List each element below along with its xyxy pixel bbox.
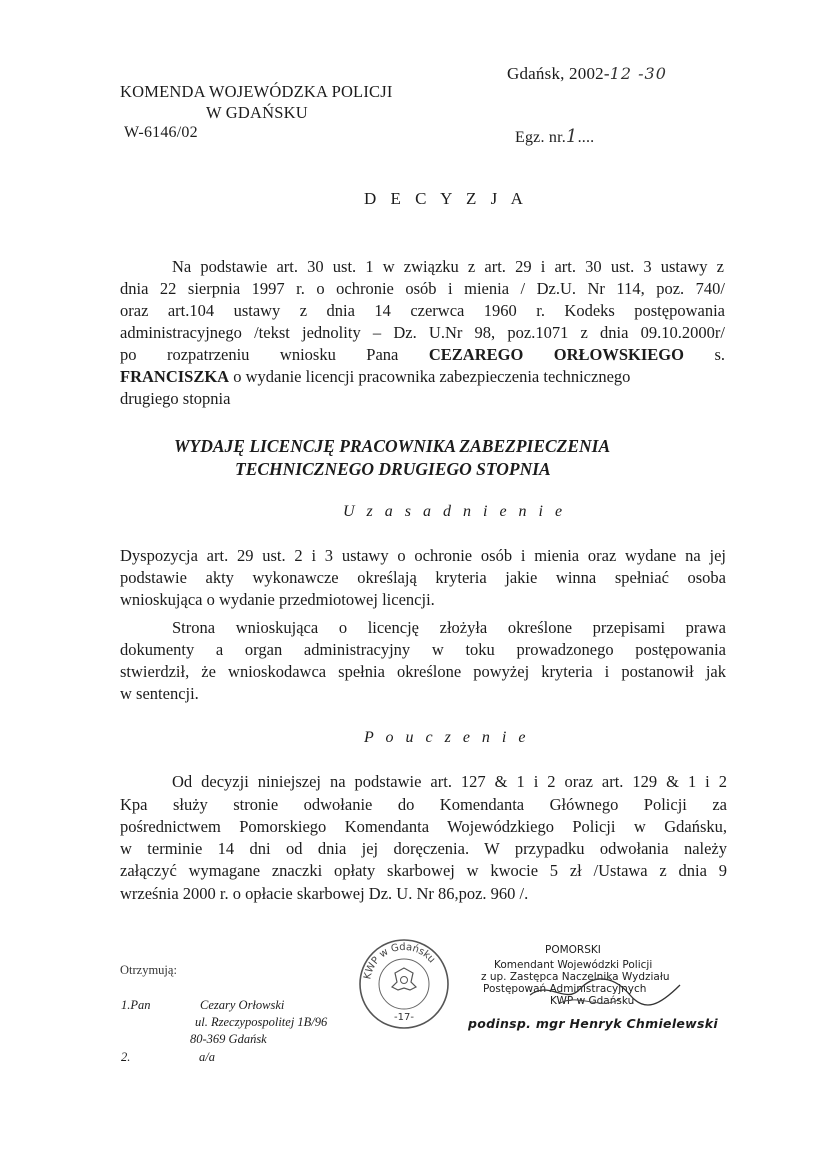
justification-p1-line-3: wnioskująca o wydanie przedmiotowej licencji.	[120, 590, 435, 609]
signature-stamp-line-5: KWP w Gdańsku	[550, 995, 635, 1007]
stamp-ring-text: KWP w Gdańsku	[362, 941, 438, 981]
basis-line-1: Na podstawie art. 30 ust. 1 w związku z art. 29 i art. 30 ust. 3 ustawy z	[172, 257, 724, 276]
basis-line-5	[120, 344, 725, 367]
basis-line-7: drugiego stopnia	[120, 389, 231, 408]
instruction-line-3: pośrednictwem Pomorskiego Komendanta Wojewódzkiego Policji w Gdańsku,	[120, 817, 727, 836]
authority-line1: KOMENDA WOJEWÓDZKA POLICJI	[120, 82, 393, 101]
basis-line-6-rest: o wydanie licencji pracownika zabezpieczenia technicznego	[229, 367, 631, 386]
decision-line-2: TECHNICZNEGO DRUGIEGO STOPNIA	[235, 459, 551, 479]
document-title: D E C Y Z J A	[364, 189, 528, 208]
basis-line-5-end: s.	[714, 345, 726, 364]
signature-name-line: podinsp. mgr Henryk Chmielewski	[468, 1016, 718, 1031]
recipient-1-street: ul. Rzeczypospolitej 1B/96	[195, 1015, 328, 1029]
recipient-1-name: Cezary Orłowski	[200, 998, 285, 1012]
authority-line2: W GDAŃSKU	[206, 103, 308, 122]
signature-stamp-line-4: Postępowań Administracyjnych	[483, 983, 647, 995]
basis-line-5-start: po rozpatrzeniu wniosku Pana	[120, 345, 399, 364]
justification-p1-line-1: Dyspozycja art. 29 ust. 2 i 3 ustawy o ochronie osób i mienia oraz wydane na jej	[120, 546, 726, 565]
justification-p2-line-2: dokumenty a organ administracyjny w toku prowadzonego postępowania	[120, 640, 726, 659]
decision-line-1: WYDAJĘ LICENCJĘ PRACOWNIKA ZABEZPIECZENIA	[174, 436, 611, 456]
handwritten-date: 12 -30	[609, 64, 667, 83]
signature-stamp-line-1: POMORSKI	[545, 944, 601, 956]
justification-p2-line-4: w sentencji.	[120, 684, 199, 703]
instruction-line-1: Od decyzji niniejszej na podstawie art. 127 & 1 i 2 oraz art. 129 & 1 i 2	[172, 772, 727, 791]
copy-number-handwritten: 1	[565, 126, 578, 147]
place-date-printed: Gdańsk, 2002-	[507, 64, 610, 83]
recipient-1-number: 1.Pan	[121, 998, 151, 1012]
applicant-father-name: FRANCISZKA	[120, 367, 230, 386]
recipients-label: Otrzymują:	[120, 963, 177, 977]
instruction-line-2: Kpa służy stronie odwołanie do Komendanta Głównego Policji za	[120, 795, 727, 814]
recipient-1-city: 80-369 Gdańsk	[190, 1032, 267, 1046]
place-date	[507, 64, 667, 84]
basis-line-4: administracyjnego /tekst jednolity – Dz. U.Nr 98, poz.1071 z dnia 09.10.2000r/	[120, 323, 725, 342]
basis-line-6	[120, 366, 630, 389]
signature-stamp-line-2: Komendant Wojewódzki Policji	[494, 959, 653, 971]
recipient-2-value: a/a	[199, 1050, 215, 1064]
copy-label: Egz. nr.	[515, 129, 566, 146]
reference-number: W-6146/02	[124, 124, 198, 141]
applicant-name: CEZAREGO ORŁOWSKIEGO	[428, 345, 684, 364]
copy-dots: ....	[577, 129, 595, 146]
justification-p2-line-3: stwierdził, że wnioskodawca spełnia określone powyżej kryteria i postanowił jak	[120, 662, 726, 681]
basis-line-2: dnia 22 sierpnia 1997 r. o ochronie osób i mienia / Dz.U. Nr 114, poz. 740/	[120, 279, 725, 298]
stamp-number: -17-	[394, 1012, 414, 1023]
instruction-line-5: załączyć wymagane znaczki opłaty skarbowej w kwocie 5 zł /Ustawa z dnia 9	[120, 861, 727, 880]
instruction-line-4: w terminie 14 dni od dnia jej doręczenia. W przypadku odwołania należy	[120, 839, 727, 858]
basis-line-3: oraz art.104 ustawy z dnia 14 czerwca 1960 r. Kodeks postępowania	[120, 301, 725, 320]
justification-heading: U z a s a d n i e n i e	[343, 503, 567, 520]
signature-stamp-line-3: z up. Zastępca Naczelnika Wydziału	[481, 971, 670, 983]
justification-p1-line-2: podstawie akty wykonawcze określają kryteria jakie winna spełniać osoba	[120, 568, 726, 587]
copy-number	[515, 126, 594, 147]
instruction-line-6: września 2000 r. o opłacie skarbowej Dz. U. Nr 86,poz. 960 /.	[120, 884, 529, 903]
eagle-emblem-icon	[392, 968, 416, 990]
recipient-2-number: 2.	[121, 1050, 131, 1064]
round-stamp	[356, 936, 452, 1032]
instruction-heading: P o u c z e n i e	[364, 729, 530, 746]
justification-p2-line-1: Strona wnioskująca o licencję złożyła określone przepisami prawa	[172, 618, 726, 637]
